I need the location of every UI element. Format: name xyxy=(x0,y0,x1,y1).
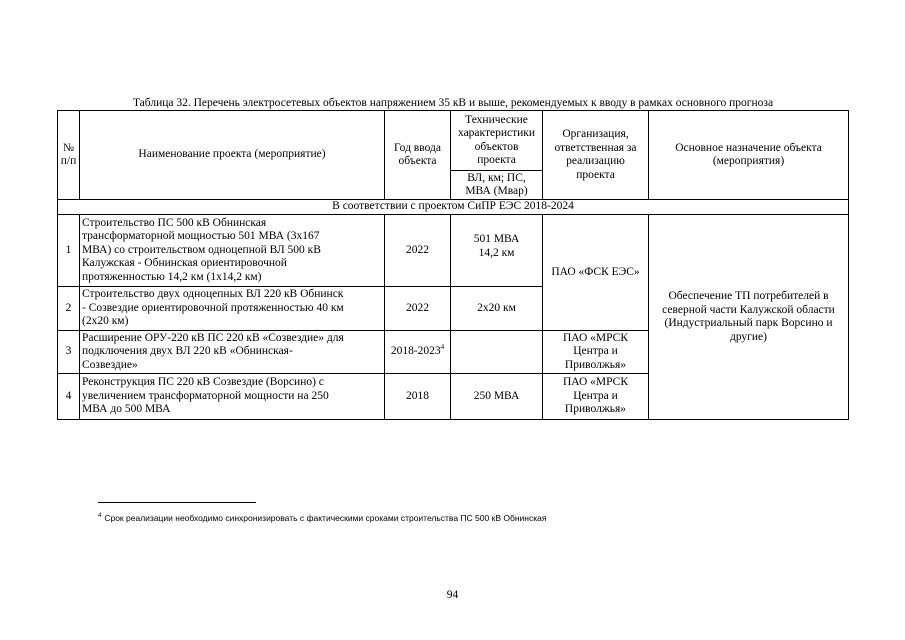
table-caption: Таблица 32. Перечень электросетевых объектов напряжением 35 кВ и выше, рекомендуемых к вводу в рамках основного прогноза xyxy=(132,97,774,109)
section-header: В соответствии с проектом СиПР ЕЭС 2018-2024 xyxy=(58,200,849,215)
header-purpose xyxy=(649,111,849,200)
text-line: протяженностью 14,2 км (1х14,2 км) xyxy=(82,270,262,283)
row-tech xyxy=(451,287,543,331)
text-line: ответственная за xyxy=(554,141,637,154)
row-num: 4 xyxy=(58,374,80,420)
text-line: п/п xyxy=(60,155,77,167)
header-org xyxy=(543,111,649,200)
projects-table xyxy=(57,110,849,420)
text-line: проекта xyxy=(477,154,516,166)
text-line: ПАО «МРСК xyxy=(562,331,629,344)
row-num: 2 xyxy=(58,287,80,331)
text-line: Обеспечение ТП потребителей в xyxy=(668,290,829,302)
page-number: 94 xyxy=(446,589,459,601)
header-tech-top xyxy=(451,111,543,171)
text-line: проекта xyxy=(576,168,615,181)
text-line: № xyxy=(63,141,74,154)
row-num: 3 xyxy=(58,331,80,374)
text-line: Строительство ПС 500 кВ Обнинская xyxy=(82,216,267,229)
row-name xyxy=(80,215,385,287)
header-name: Наименование проекта (мероприятие) xyxy=(80,111,385,200)
footnote-ref: 4 xyxy=(440,343,445,352)
text-line: МВА до 500 МВА xyxy=(82,403,171,416)
footnote xyxy=(98,511,546,523)
text-line: Организация, xyxy=(562,128,629,140)
text-line: характеристики xyxy=(457,127,536,139)
text-line: объектов xyxy=(474,140,519,153)
text-line: Технические xyxy=(465,113,528,126)
header-tech-bottom xyxy=(451,171,543,200)
text-line: Калужская - Обнинская ориентировочной xyxy=(82,257,287,270)
row-name xyxy=(80,331,385,374)
text-line: Центра и xyxy=(573,345,618,358)
header-year xyxy=(385,111,451,200)
org-fsk: ПАО «ФСК ЕЭС» xyxy=(543,215,649,331)
text-line: Основное назначение объекта xyxy=(675,141,822,154)
row-num: 1 xyxy=(58,215,80,287)
row-name xyxy=(80,287,385,331)
text-line: (Индустриальный парк Ворсино и xyxy=(664,317,833,329)
text-line: (2х20 км) xyxy=(82,315,129,328)
purpose-merged xyxy=(649,215,849,420)
text-line: (мероприятия) xyxy=(712,155,785,167)
text-line: северной части Калужской области xyxy=(662,303,835,316)
text-line: Строительство двух одноцепных ВЛ 220 кВ Обнинск xyxy=(82,288,344,301)
text-line: подключения двух ВЛ 220 кВ «Обнинская- xyxy=(82,345,293,358)
text-line: увеличением трансформаторной мощности на 250 xyxy=(82,389,329,402)
text-line: ВЛ, км; ПС, xyxy=(467,171,526,184)
header-num xyxy=(58,111,80,200)
text-line: реализацию xyxy=(566,155,625,167)
row-tech xyxy=(451,331,543,374)
text-line: Приволжья» xyxy=(564,403,627,416)
row-name xyxy=(80,374,385,420)
text-line: объекта xyxy=(398,155,437,167)
text-line: Расширение ОРУ-220 кВ ПС 220 кВ «Созвездие» для xyxy=(82,331,344,344)
text-line: Приволжья» xyxy=(564,358,627,371)
text-line: ПАО «МРСК xyxy=(562,376,629,389)
text-line: - Созвездие ориентировочной протяженностью 40 км xyxy=(82,301,344,314)
text-line: Созвездие» xyxy=(82,358,138,371)
text-line: Год ввода xyxy=(394,141,441,154)
row-year: 2018 xyxy=(385,374,451,420)
text-line: Реконструкция ПС 220 кВ Созвездие (Ворсино) с xyxy=(82,376,324,389)
footnote-text: Срок реализации необходимо синхронизировать с фактическими сроками строительства ПС 500 кВ Обнинская xyxy=(104,512,547,523)
row-year: 2022 xyxy=(385,215,451,287)
row-year: 2018-2023$^4$ xyxy=(385,331,451,374)
row-tech xyxy=(451,374,543,420)
row-org xyxy=(543,331,649,374)
text-line: другие) xyxy=(729,330,767,343)
footnote-separator xyxy=(98,502,256,503)
text-line: 501 МВА xyxy=(473,233,520,245)
row-tech xyxy=(451,215,543,287)
row-org xyxy=(543,374,649,420)
text-line: Центра и xyxy=(573,389,618,402)
text-line: МВА (Мвар) xyxy=(465,185,528,197)
table-row xyxy=(58,215,849,287)
footnote-number: 4 xyxy=(98,513,102,519)
text-line: МВА) со строительством одноцепной ВЛ 500 кВ xyxy=(82,243,321,256)
text-line: трансформаторной мощностью 501 МВА (3х167 xyxy=(82,230,320,243)
row-year: 2022 xyxy=(385,287,451,331)
text-line: 250 МВА xyxy=(473,389,520,402)
text-line: 2х20 км xyxy=(477,301,516,314)
text-line: 14,2 км xyxy=(478,246,515,259)
